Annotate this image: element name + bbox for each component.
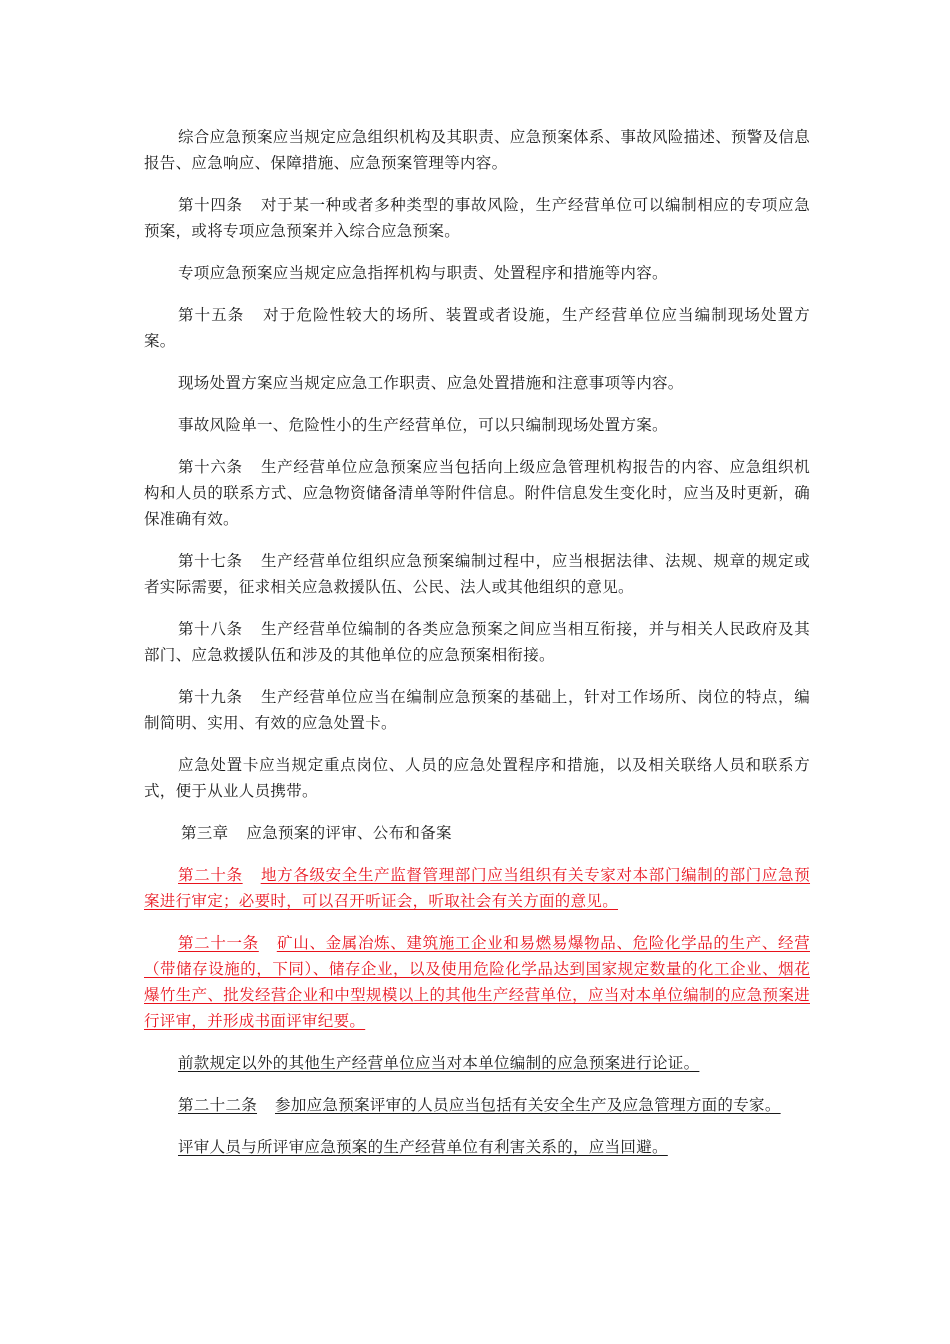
article-number: 第十九条 (178, 688, 243, 706)
article-number: 第十六条 (178, 458, 243, 476)
chapter-title: 应急预案的评审、公布和备案 (246, 824, 452, 842)
underlined-paragraph: 评审人员与所评审应急预案的生产经营单位有利害关系的，应当回避。 (178, 1138, 668, 1156)
article-number: 第二十一条 (178, 934, 259, 952)
article-number: 第二十二条 (178, 1096, 258, 1114)
article-number: 第十四条 (178, 196, 243, 214)
paragraph: 现场处置方案应当规定应急工作职责、应急处置措施和注意事项等内容。 (178, 374, 684, 392)
article-number: 第十八条 (178, 620, 243, 638)
paragraph: 应急处置卡应当规定重点岗位、人员的应急处置程序和措施，以及相关联络人员和联系方式，便于从业人员携带。 (144, 756, 810, 800)
paragraph: 专项应急预案应当规定应急指挥机构与职责、处置程序和措施等内容。 (178, 264, 668, 282)
paragraph: 综合应急预案应当规定应急组织机构及其职责、应急预案体系、事故风险描述、预警及信息报告、应急响应、保障措施、应急预案管理等内容。 (144, 128, 811, 172)
document-body (144, 124, 810, 1176)
article-18: 第十八条 生产经营单位编制的各类应急预案之间应当相互衔接，并与相关人民政府及其部门、应急救援队伍和涉及的其他单位的应急预案相衔接。 (144, 620, 811, 664)
article-16: 第十六条 生产经营单位应急预案应当包括向上级应急管理机构报告的内容、应急组织机构和人员的联系方式、应急物资储备清单等附件信息。附件信息发生变化时，应当及时更新，确保准确有效。 (144, 458, 811, 528)
article-number: 第十七条 (178, 552, 243, 570)
article-22: 第二十二条 参加应急预案评审的人员应当包括有关安全生产及应急管理方面的专家。 (178, 1096, 781, 1114)
article-15: 第十五条 对于危险性较大的场所、装置或者设施，生产经营单位应当编制现场处置方案。 (144, 306, 811, 350)
underlined-paragraph: 前款规定以外的其他生产经营单位应当对本单位编制的应急预案进行论证。 (178, 1054, 700, 1072)
article-14: 第十四条 对于某一种或者多种类型的事故风险，生产经营单位可以编制相应的专项应急预案，或将专项应急预案并入综合应急预案。 (144, 196, 811, 240)
chapter-number: 第三章 (181, 824, 229, 842)
paragraph: 事故风险单一、危险性小的生产经营单位，可以只编制现场处置方案。 (178, 416, 668, 434)
article-number: 第十五条 (178, 306, 245, 324)
article-19: 第十九条 生产经营单位应当在编制应急预案的基础上，针对工作场所、岗位的特点，编制简明、实用、有效的应急处置卡。 (144, 688, 811, 732)
article-21-amended: 第二十一条 矿山、金属冶炼、建筑施工企业和易燃易爆物品、危险化学品的生产、经营（带储存设施的，下同）、储存企业，以及使用危险化学品达到国家规定数量的化工企业、烟花爆竹生产、批发经营企业和中型规模以上的其他生产经营单位，应当对本单位编制的应急预案进行评审，并形成书面评审纪要。 (144, 934, 810, 1030)
article-20-amended: 第二十条 地方各级安全生产监督管理部门应当组织有关专家对本部门编制的部门应急预案进行审定；必要时，可以召开听证会，听取社会有关方面的意见。 (144, 866, 811, 910)
article-number: 第二十条 (178, 866, 243, 884)
chapter-heading (144, 820, 810, 846)
article-17: 第十七条 生产经营单位组织应急预案编制过程中，应当根据法律、法规、规章的规定或者实际需要，征求相关应急救援队伍、公民、法人或其他组织的意见。 (144, 552, 811, 596)
